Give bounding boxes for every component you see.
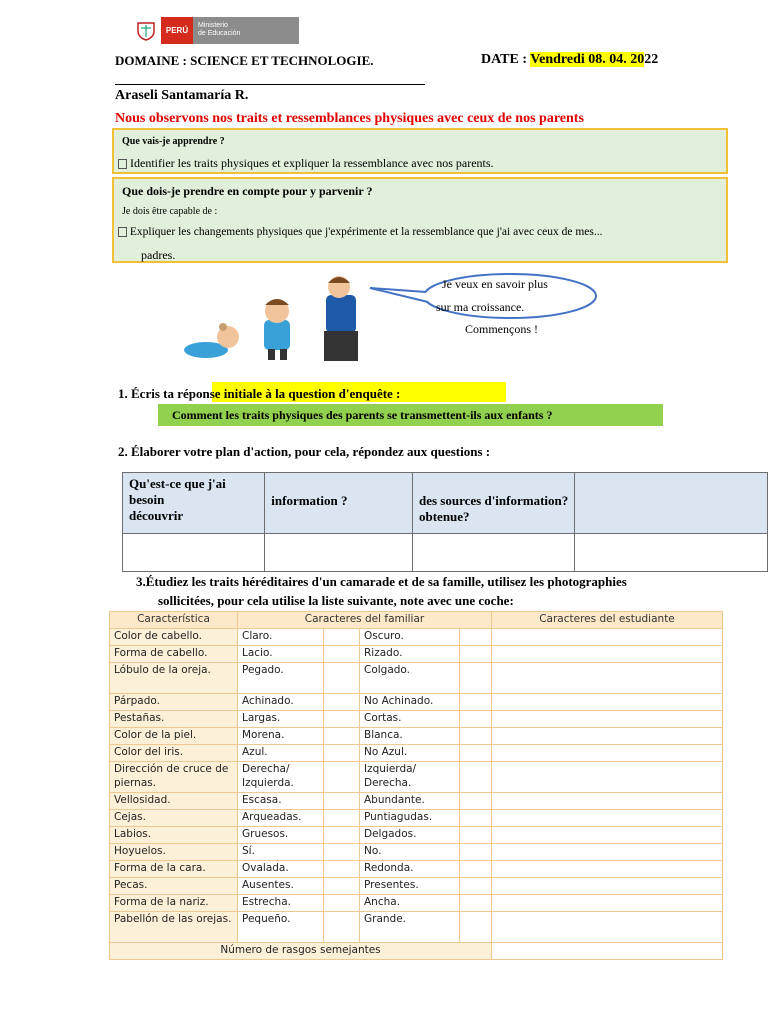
table-row [110, 861, 723, 878]
trait-check-b[interactable] [460, 728, 492, 745]
trait-option-a: Lacio. [238, 646, 324, 663]
trait-option-b: No Achinado. [360, 694, 460, 711]
q2-label: 2. Élaborer votre plan d'action, pour cela, répondez aux questions : [118, 444, 491, 459]
trait-student-cell[interactable] [492, 793, 723, 810]
table-row [110, 629, 723, 646]
trait-option-b: Blanca. [360, 728, 460, 745]
trait-feature: Lóbulo de la oreja. [110, 663, 238, 694]
logo-country: PERÚ [161, 17, 193, 44]
action-plan-table [122, 472, 768, 572]
trait-option-a: Azul. [238, 745, 324, 762]
table-row [110, 827, 723, 844]
trait-check-b[interactable] [460, 912, 492, 943]
trait-check-a[interactable] [324, 827, 360, 844]
table-row [110, 793, 723, 810]
checkbox-icon [118, 159, 127, 169]
trait-check-a[interactable] [324, 711, 360, 728]
trait-check-a[interactable] [324, 912, 360, 943]
logo-ministry: Ministerio de Educación [193, 17, 299, 44]
table-row [110, 728, 723, 745]
trait-student-cell[interactable] [492, 844, 723, 861]
table-footer-row [110, 943, 723, 960]
table-row [110, 895, 723, 912]
trait-feature: Párpado. [110, 694, 238, 711]
trait-option-b: Delgados. [360, 827, 460, 844]
trait-option-a: Morena. [238, 728, 324, 745]
criteria-subheading: Je dois être capable de : [122, 206, 218, 217]
trait-check-a[interactable] [324, 810, 360, 827]
page-title: Nous observons nos traits et ressemblances physiques avec ceux de nos parents [115, 111, 584, 126]
trait-feature: Color del iris. [110, 745, 238, 762]
trait-option-a: Ausentes. [238, 878, 324, 895]
criteria-heading: Que dois-je prendre en compte pour y parvenir ? [122, 184, 373, 198]
table-row [110, 762, 723, 793]
trait-student-cell[interactable] [492, 629, 723, 646]
trait-option-a: Derecha/ Izquierda. [238, 762, 324, 793]
trait-check-a[interactable] [324, 762, 360, 793]
q1-label: 1. Écris ta réponse initiale à la question d'enquête : [118, 386, 401, 401]
traits-header-student: Caracteres del estudiante [492, 612, 723, 629]
trait-option-b: No Azul. [360, 745, 460, 762]
plan-col-3: des sources d'information? obtenue? [412, 473, 574, 534]
learning-text: Identifier les traits physiques et expliquer la ressemblance avec nos parents. [118, 156, 494, 171]
trait-check-b[interactable] [460, 827, 492, 844]
plan-answer-cell[interactable] [575, 534, 768, 572]
plan-col-4 [575, 473, 768, 534]
trait-check-a[interactable] [324, 793, 360, 810]
similar-traits-label: Número de rasgos semejantes [110, 943, 492, 960]
trait-check-b[interactable] [460, 810, 492, 827]
ministry-logo [131, 17, 299, 44]
trait-student-cell[interactable] [492, 762, 723, 793]
plan-answer-cell[interactable] [123, 534, 265, 572]
trait-check-a[interactable] [324, 861, 360, 878]
trait-option-b: Ancha. [360, 895, 460, 912]
checkbox-icon [118, 227, 127, 237]
trait-feature: Color de cabello. [110, 629, 238, 646]
trait-check-a[interactable] [324, 629, 360, 646]
traits-header-family: Caracteres del familiar [238, 612, 492, 629]
trait-student-cell[interactable] [492, 878, 723, 895]
trait-option-b: Presentes. [360, 878, 460, 895]
bubble-line-1: Je veux en savoir plus [442, 277, 548, 291]
trait-feature: Pestañas. [110, 711, 238, 728]
trait-option-b: Puntiagudas. [360, 810, 460, 827]
trait-option-b: Cortas. [360, 711, 460, 728]
trait-student-cell[interactable] [492, 810, 723, 827]
trait-option-a: Ovalada. [238, 861, 324, 878]
trait-check-b[interactable] [460, 629, 492, 646]
author-name: Araseli Santamaría R. [115, 88, 249, 103]
trait-check-a[interactable] [324, 745, 360, 762]
family-growth-illustration [176, 275, 376, 365]
trait-check-b[interactable] [460, 844, 492, 861]
trait-option-a: Pequeño. [238, 912, 324, 943]
trait-option-a: Pegado. [238, 663, 324, 694]
trait-feature: Dirección de cruce de piernas. [110, 762, 238, 793]
trait-feature: Forma de cabello. [110, 646, 238, 663]
table-row [110, 694, 723, 711]
trait-option-b: Abundante. [360, 793, 460, 810]
trait-option-b: Redonda. [360, 861, 460, 878]
trait-option-a: Estrecha. [238, 895, 324, 912]
trait-student-cell[interactable] [492, 663, 723, 694]
bubble-line-2: sur ma croissance. [436, 300, 525, 314]
trait-option-b: Rizado. [360, 646, 460, 663]
trait-check-b[interactable] [460, 793, 492, 810]
trait-option-b: Colgado. [360, 663, 460, 694]
trait-option-a: Gruesos. [238, 827, 324, 844]
table-row [110, 745, 723, 762]
trait-student-cell[interactable] [492, 694, 723, 711]
trait-option-a: Largas. [238, 711, 324, 728]
plan-answer-cell[interactable] [265, 534, 413, 572]
trait-feature: Pabellón de las orejas. [110, 912, 238, 943]
trait-student-cell[interactable] [492, 827, 723, 844]
plan-answer-cell[interactable] [412, 534, 574, 572]
learning-heading: Que vais-je apprendre ? [122, 136, 225, 147]
domain-label: DOMAINE : SCIENCE ET TECHNOLOGIE. [115, 53, 374, 68]
coat-of-arms-icon [131, 17, 161, 44]
trait-feature: Cejas. [110, 810, 238, 827]
traits-header-feature: Característica [110, 612, 238, 629]
trait-check-a[interactable] [324, 694, 360, 711]
trait-student-cell[interactable] [492, 912, 723, 943]
table-row [110, 663, 723, 694]
trait-student-cell[interactable] [492, 861, 723, 878]
q1-question: Comment les traits physiques des parents se transmettent-ils aux enfants ? [172, 408, 553, 422]
trait-student-cell[interactable] [492, 711, 723, 728]
trait-feature: Labios. [110, 827, 238, 844]
trait-option-a: Escasa. [238, 793, 324, 810]
trait-check-b[interactable] [460, 861, 492, 878]
trait-option-b: Grande. [360, 912, 460, 943]
trait-check-b[interactable] [460, 694, 492, 711]
trait-check-b[interactable] [460, 646, 492, 663]
trait-feature: Forma de la nariz. [110, 895, 238, 912]
plan-col-1: Qu'est-ce que j'ai besoin découvrir [123, 473, 265, 534]
learning-box [112, 128, 728, 174]
traits-table [109, 611, 723, 960]
trait-feature: Forma de la cara. [110, 861, 238, 878]
trait-option-b: Oscuro. [360, 629, 460, 646]
q3-line-2: sollicitées, pour cela utilise la liste suivante, note avec une coche: [158, 593, 514, 608]
similar-traits-count[interactable] [492, 943, 723, 960]
trait-check-a[interactable] [324, 878, 360, 895]
trait-check-a[interactable] [324, 895, 360, 912]
date-value: Vendredi 08. 04. 20 [530, 52, 645, 67]
plan-col-2: information ? [265, 473, 413, 534]
table-row [110, 646, 723, 663]
criteria-text-cont: padres. [141, 248, 176, 262]
criteria-text: Expliquer les changements physiques que j'expérimente et la ressemblance que j'ai avec ceux de mes... [118, 226, 602, 238]
trait-option-a: Arqueadas. [238, 810, 324, 827]
trait-check-a[interactable] [324, 646, 360, 663]
trait-check-a[interactable] [324, 663, 360, 694]
trait-option-b: No. [360, 844, 460, 861]
trait-feature: Vellosidad. [110, 793, 238, 810]
table-row [110, 912, 723, 943]
trait-feature: Color de la piel. [110, 728, 238, 745]
trait-check-b[interactable] [460, 663, 492, 694]
table-row [110, 844, 723, 861]
trait-check-b[interactable] [460, 711, 492, 728]
trait-option-a: Achinado. [238, 694, 324, 711]
trait-feature: Pecas. [110, 878, 238, 895]
trait-feature: Hoyuelos. [110, 844, 238, 861]
trait-option-b: Izquierda/ Derecha. [360, 762, 460, 793]
q3-line-1: 3.Étudiez les traits héréditaires d'un camarade et de sa famille, utilisez les photographies [136, 574, 627, 589]
trait-check-b[interactable] [460, 895, 492, 912]
table-row [110, 878, 723, 895]
trait-option-a: Sí. [238, 844, 324, 861]
trait-option-a: Claro. [238, 629, 324, 646]
trait-student-cell[interactable] [492, 745, 723, 762]
trait-student-cell[interactable] [492, 728, 723, 745]
trait-check-a[interactable] [324, 728, 360, 745]
name-underline [115, 84, 425, 85]
trait-check-a[interactable] [324, 844, 360, 861]
table-row [110, 711, 723, 728]
date-line: DATE : Vendredi 08. 04. 2022 [481, 52, 659, 67]
trait-check-b[interactable] [460, 878, 492, 895]
trait-student-cell[interactable] [492, 646, 723, 663]
bubble-line-3: Commençons ! [465, 322, 538, 336]
trait-student-cell[interactable] [492, 895, 723, 912]
trait-check-b[interactable] [460, 762, 492, 793]
trait-check-b[interactable] [460, 745, 492, 762]
criteria-box [112, 177, 728, 263]
table-row [110, 810, 723, 827]
